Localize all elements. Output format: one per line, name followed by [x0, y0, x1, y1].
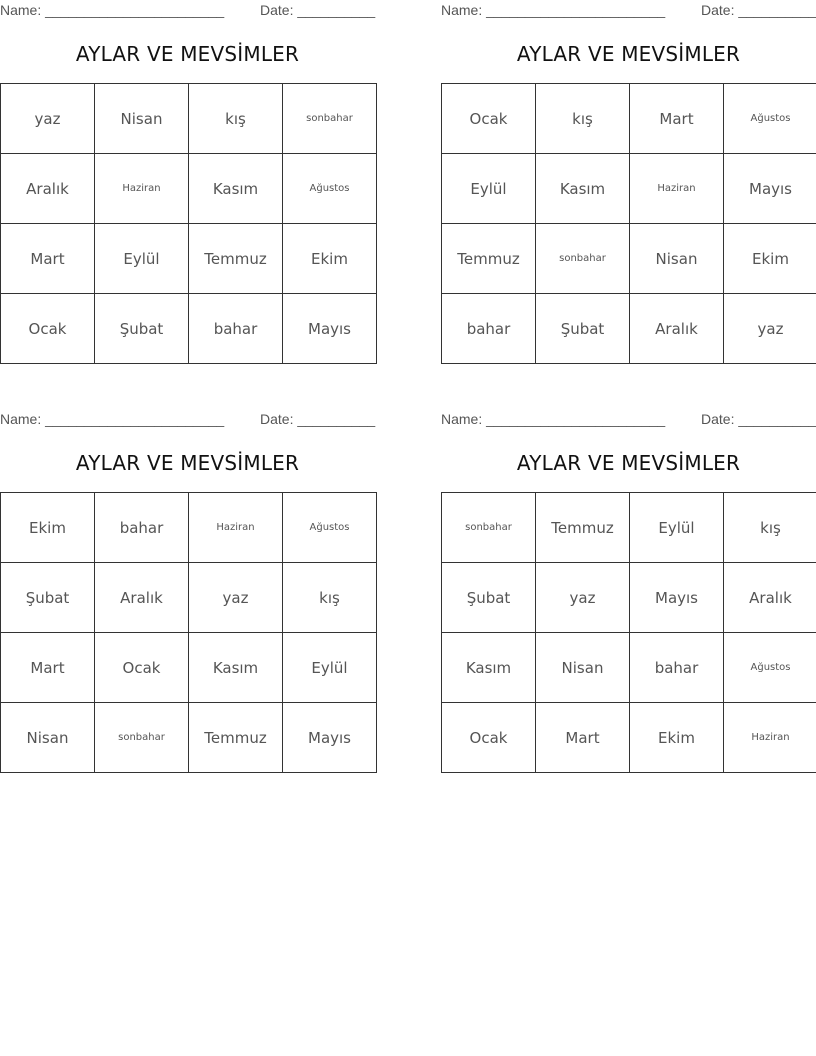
grid-cell: Eylül: [283, 633, 377, 703]
grid-cell: Ağustos: [724, 84, 816, 154]
name-field: Name: _______________________: [441, 2, 666, 18]
grid-cell: Ocak: [442, 703, 536, 773]
grid-cell: Mayıs: [283, 703, 377, 773]
name-field: Name: _______________________: [0, 411, 225, 427]
grid-row: [442, 703, 816, 773]
grid-row: [442, 633, 816, 703]
grid-cell: Aralık: [1, 154, 95, 224]
card-title: AYLAR VE MEVSİMLER: [75, 42, 300, 66]
card-header: [441, 0, 816, 22]
bingo-card-1: [0, 0, 376, 338]
grid-row: [1, 154, 377, 224]
grid-row: [442, 154, 816, 224]
grid-cell: Eylül: [630, 493, 724, 563]
grid-cell: Aralık: [95, 563, 189, 633]
grid-cell: sonbahar: [283, 84, 377, 154]
grid-cell: Ekim: [724, 224, 816, 294]
grid-cell: Ağustos: [283, 493, 377, 563]
grid-row: [1, 294, 377, 364]
grid-cell: kış: [724, 493, 816, 563]
grid-cell: Şubat: [536, 294, 630, 364]
grid-cell: Nisan: [630, 224, 724, 294]
grid-cell: Kasım: [442, 633, 536, 703]
grid-cell: Ekim: [630, 703, 724, 773]
date-field: Date: __________: [701, 2, 816, 18]
grid-cell: Aralık: [630, 294, 724, 364]
grid-cell: bahar: [189, 294, 283, 364]
grid-cell: Temmuz: [189, 703, 283, 773]
grid-cell: Mart: [630, 84, 724, 154]
grid-cell: Haziran: [189, 493, 283, 563]
grid-cell: kış: [536, 84, 630, 154]
grid-cell: Mart: [536, 703, 630, 773]
grid-cell: Nisan: [536, 633, 630, 703]
grid-cell: Ekim: [283, 224, 377, 294]
grid-cell: Mayıs: [724, 154, 816, 224]
grid-cell: Ağustos: [283, 154, 377, 224]
name-field: Name: _______________________: [441, 411, 666, 427]
grid-cell: Nisan: [95, 84, 189, 154]
grid-cell: sonbahar: [536, 224, 630, 294]
grid-row: [1, 84, 377, 154]
card-header: [0, 0, 375, 22]
grid-cell: Eylül: [95, 224, 189, 294]
grid-cell: Mart: [1, 224, 95, 294]
card-header: [441, 409, 816, 431]
grid-cell: Kasım: [536, 154, 630, 224]
date-field: Date: __________: [701, 411, 816, 427]
grid-cell: Ağustos: [724, 633, 816, 703]
grid-row: [442, 84, 816, 154]
grid-cell: Kasım: [189, 154, 283, 224]
bingo-card-3: [0, 409, 376, 747]
grid-cell: Mayıs: [630, 563, 724, 633]
grid-cell: yaz: [1, 84, 95, 154]
grid-cell: Şubat: [1, 563, 95, 633]
grid-cell: Ocak: [442, 84, 536, 154]
grid-cell: Temmuz: [189, 224, 283, 294]
name-field: Name: _______________________: [0, 2, 225, 18]
grid-cell: sonbahar: [95, 703, 189, 773]
bingo-grid: [0, 492, 377, 773]
card-title: AYLAR VE MEVSİMLER: [75, 451, 300, 475]
grid-cell: Haziran: [95, 154, 189, 224]
grid-cell: Mart: [1, 633, 95, 703]
grid-cell: Temmuz: [536, 493, 630, 563]
grid-cell: Ocak: [1, 294, 95, 364]
grid-cell: Şubat: [95, 294, 189, 364]
bingo-card-2: [441, 0, 816, 338]
grid-cell: Aralık: [724, 563, 816, 633]
grid-cell: Temmuz: [442, 224, 536, 294]
grid-row: [442, 224, 816, 294]
grid-row: [1, 563, 377, 633]
grid-row: [1, 703, 377, 773]
grid-cell: sonbahar: [442, 493, 536, 563]
grid-cell: bahar: [95, 493, 189, 563]
bingo-grid: [441, 83, 816, 364]
grid-cell: Ocak: [95, 633, 189, 703]
grid-cell: Haziran: [630, 154, 724, 224]
date-field: Date: __________: [260, 2, 376, 18]
grid-row: [442, 563, 816, 633]
grid-row: [1, 493, 377, 563]
grid-cell: Mayıs: [283, 294, 377, 364]
card-header: [0, 409, 375, 431]
grid-cell: Ekim: [1, 493, 95, 563]
grid-cell: Kasım: [189, 633, 283, 703]
bingo-grid: [0, 83, 377, 364]
grid-row: [442, 493, 816, 563]
grid-cell: Şubat: [442, 563, 536, 633]
grid-cell: bahar: [442, 294, 536, 364]
grid-cell: yaz: [189, 563, 283, 633]
grid-cell: yaz: [536, 563, 630, 633]
card-title: AYLAR VE MEVSİMLER: [516, 451, 741, 475]
grid-row: [1, 224, 377, 294]
grid-row: [442, 294, 816, 364]
grid-cell: kış: [189, 84, 283, 154]
grid-cell: Eylül: [442, 154, 536, 224]
grid-cell: kış: [283, 563, 377, 633]
grid-cell: Nisan: [1, 703, 95, 773]
bingo-grid: [441, 492, 816, 773]
date-field: Date: __________: [260, 411, 376, 427]
bingo-card-4: [441, 409, 816, 747]
grid-cell: bahar: [630, 633, 724, 703]
grid-row: [1, 633, 377, 703]
card-title: AYLAR VE MEVSİMLER: [516, 42, 741, 66]
grid-cell: Haziran: [724, 703, 816, 773]
grid-cell: yaz: [724, 294, 816, 364]
